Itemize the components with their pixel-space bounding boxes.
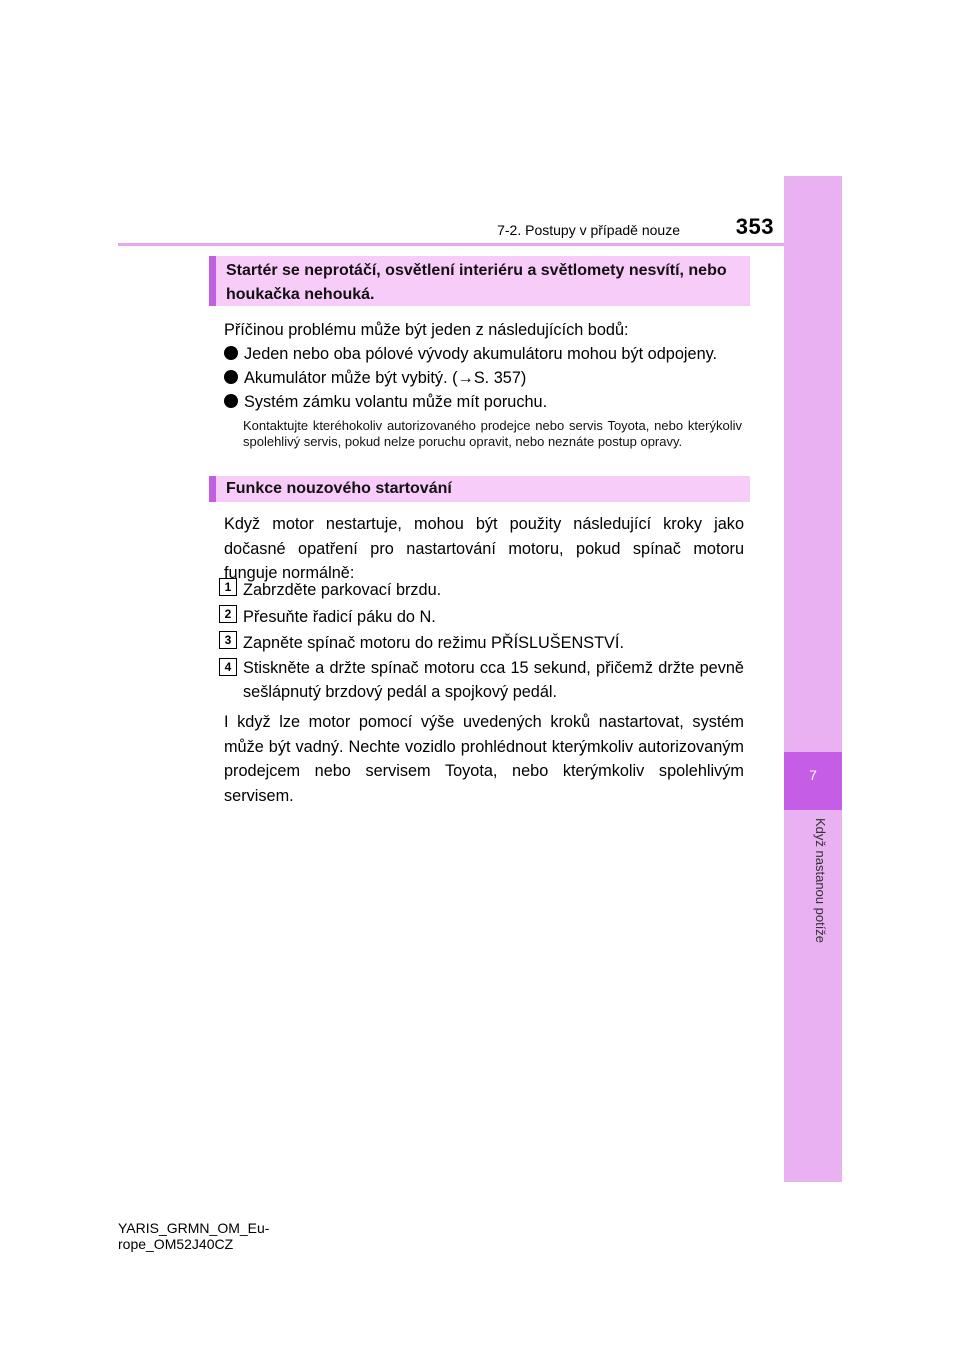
section-heading-starter [209, 256, 750, 306]
section1-note: Kontaktujte kteréhokoliv autorizovaného prodejce nebo servis Toyota, nebo kterýkoliv spolehlivý servis, pokud nelze poruchu opravit, nebo neznáte postup opravy. [243, 418, 742, 449]
page-number: 353 [735, 214, 774, 239]
bullet-icon [224, 370, 238, 384]
step-number-badge: 3 [219, 631, 237, 649]
section-heading-line1: Startér se neprotáčí, osvětlení interiéru a světlomety nesvítí, nebo [226, 262, 727, 279]
footer-code-line2: rope_OM52J40CZ [118, 1236, 234, 1252]
footer-code-line1: YARIS_GRMN_OM_Eu- [118, 1220, 270, 1236]
section-heading-text: Funkce nouzového startování [226, 480, 452, 497]
section1-intro: Příčinou problému může být jeden z následujících bodů: [224, 321, 629, 339]
bullet-icon [224, 394, 238, 408]
step-text: Stiskněte a držte spínač motoru cca 15 sekund, přičemž držte pevně sešlápnutý brzdový pedál a spojkový pedál. [243, 659, 744, 701]
step-text: Přesuňte řadicí páku do N. [243, 608, 436, 626]
section-heading-emergency-start [209, 476, 750, 502]
list-item [224, 342, 744, 366]
chapter-tab-upper [784, 176, 842, 752]
bullet-text: Jeden nebo oba pólové vývody akumulátoru mohou být odpojeny. [244, 345, 718, 363]
step-text: Zapněte spínač motoru do režimu PŘÍSLUŠENSTVÍ. [243, 634, 624, 652]
step-number-badge: 4 [219, 658, 237, 676]
section-heading-line2: houkačka nehouká. [226, 286, 375, 303]
bullet-text: Systém zámku volantu může mít poruchu. [244, 393, 548, 411]
list-item [224, 390, 744, 414]
step-text: Zabrzděte parkovací brzdu. [243, 581, 442, 599]
section2-intro: Když motor nestartuje, mohou být použity následující kroky jako dočasné opatření pro nastartování motoru, pokud spínač motoru funguje normálně: [224, 515, 744, 582]
document-footer [118, 1220, 269, 1252]
bullet-icon [224, 346, 238, 360]
step-number-badge: 1 [219, 578, 237, 596]
list-item [224, 366, 744, 390]
chapter-title: Když nastanou potíže [813, 818, 828, 944]
chapter-number: 7 [809, 767, 817, 783]
bullet-text: Akumulátor může být vybitý. (→S. 357) [244, 369, 527, 387]
section2-closing: I když lze motor pomocí výše uvedených kroků nastartovat, systém může být vadný. Nechte vozidlo prohlédnout kterýmkoliv autorizovaným prodejcem nebo servisem Toyota, nebo kterýmkoliv spolehlivým servisem. [224, 713, 744, 805]
header-divider [118, 243, 784, 246]
section-header-title: 7-2. Postupy v případě nouze [497, 222, 680, 238]
step-number-badge: 2 [219, 605, 237, 623]
